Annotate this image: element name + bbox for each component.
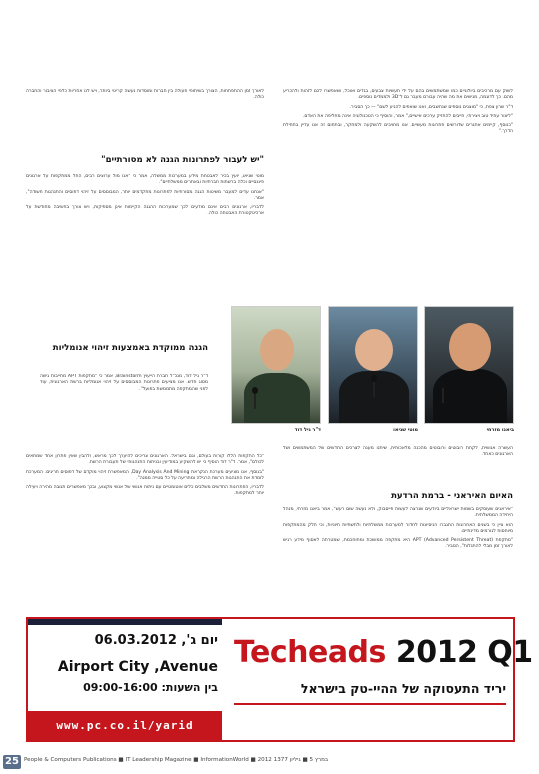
banner-quarter: 2012 Q1 <box>395 635 533 670</box>
microphone-stand-icon <box>254 393 256 409</box>
paragraph: "איראנים שעוסקים בשמות ישראליים ביודעים שנרצה לעשות פייסבוק, ולא נעשה שום רעש", אמר ביאנו מזרחי, מנהל היחידה הממשלתית. <box>283 507 513 519</box>
microphone-icon <box>252 387 258 394</box>
paragraph: העשרה אנושית, לקחת רובוטים ורובוטים מהכנה מלאכותית, שיתנו מענה לצרכים החדשים של המשתמשים ושל הארגונים כאחד. <box>283 446 513 458</box>
banner-title <box>234 635 533 670</box>
banner-event-info <box>28 619 222 740</box>
speaker-photo-moti-shniau <box>328 306 418 424</box>
paragraph: "מתקפת APT (Advanced Persistent Threat) היא מתקפה ממושכת ומתוחכמת, שמטרתה לאסוף מידע רגיש לאורך זמן מבלי להתגלות", הסביר. <box>283 538 513 550</box>
article-column-right-top <box>283 89 513 294</box>
banner-hours: בין השעות: 09:00-16:00 <box>83 681 218 694</box>
paragraph: "בנוסף, אנו מציעים מערכת הנקראת Day Analysis And Mining, המאפשרת זיהוי מוקדם של דפוסים חריגים. המערכת לומדת את התנהגות הרשת הרגילה ומתריעה על כל סטייה ממנה". <box>26 469 264 481</box>
banner-title-area <box>224 619 533 740</box>
paragraph: הוא ציין כי בשנים האחרונות התגברו הניסיונות לחדור למערכות ממשלתיות ולתשתיות חיוניות, וכי חלק מהמתקפות מיוחסות לגורמים מדינתיים. <box>283 522 513 534</box>
paragraph: "אנחנו עדים למעבר משיטות הגנה מסורתיות לפתרונות מתקדמים יותר, המבוססים על זיהוי דפוסים והתנהגות חשודה", אמר. <box>26 189 264 201</box>
paragraph: לאורך זמן ההתפתחות, הצורך בשיתופי פעולה בין חברות ומוסדות נעשה קריטי ביותר, ויש לנו אחריות כלפי הציבור והחברה כולה. <box>26 89 264 101</box>
paragraph: "כנוסף, קיימים אתגרים שדורשים פתרונות מעשיים. אנו מחויבים להשקעה ולמחקר, ובתחום זה אנו עדיין בתחילת הדרך." <box>283 123 513 135</box>
microphone-stand-icon <box>442 387 444 403</box>
paragraph: ד"ר שרון צפת, כי "מוצגים נוספים שנחשבים, ואנו שואפים להגיע לשם" — כך הסביר. <box>349 104 513 110</box>
speaker-photo-biano-mizrahi <box>424 306 514 424</box>
article-column-left-narrow <box>40 374 208 456</box>
banner-brand: Techeads <box>234 635 386 670</box>
techeads-banner-ad[interactable] <box>26 617 533 742</box>
banner-subtitle: יריד התעסוקה של ההיי-טק בישראל <box>300 681 506 696</box>
article-column-left-mid <box>26 174 264 332</box>
article-column-right-bottom-2 <box>283 507 513 609</box>
page-number: 25 <box>3 755 21 769</box>
banner-url-link[interactable]: www.pc.co.il/yarid <box>28 711 222 740</box>
paragraph: "ליצור עתיד טוב ויצירתי, חייבים להחזיק ערכים אישיים," אמר, והוסיף כי הטכנולוגיה אינה מחליפה את האדם. <box>302 113 513 119</box>
subheading-nontraditional-defense: "יש לעבור לפתרונות הגנה לא מסורתיים" <box>101 155 264 165</box>
microphone-icon <box>371 375 377 382</box>
banner-date: יום ג', 06.03.2012 <box>94 633 218 648</box>
paragraph: לדבריו, הפתרונות החדשים משלבים כלים אוטומטיים עם ניתוח אנושי של אנשי מקצוע, ובכך מאפשרים תגובה מהירה ויעילה יותר למתקפות. <box>26 485 264 497</box>
banner-venue: Airport City ,Avenue <box>57 659 218 675</box>
page-footer <box>0 751 539 774</box>
paragraph: לדבריו, ארגונים רבים אינם מודעים לכך שמערכות ההגנה הקיימות אינן מספיקות, ויש צורך בחשיבה מחודשת על ארכיטקטורת האבטחה כולה. <box>26 205 264 217</box>
speaker-body <box>433 369 507 424</box>
paragraph: ד"ר גיל דוד, מנכ"ל חברת הייעוץ Brainstorm, אמר כי "מתקפות APT מחייבות גישה מסוג חדש. אנו מציעים פתרונות המבוססים על זיהוי אנומליות ברשת הארגונית, עוד לפני שהמתקפה מתממשת בפועל". <box>40 374 208 392</box>
speaker-photo-gil-david <box>231 306 321 424</box>
article-column-left-top <box>26 89 264 159</box>
banner-divider <box>234 703 506 705</box>
speaker-head <box>449 323 491 371</box>
subheading-anomaly-detection: הגנה ממוקדת באמצעות זיהוי אנומליות <box>52 343 208 353</box>
article-column-left-bottom <box>26 454 264 606</box>
paragraph: מוטי שניאו, יועץ בכיר לאבטחת מידע במערכות ממשלה, אמר כי "אנו מול ערוצים רבים, החל ממתקפות על ארגונים פיננסיים וכלה ברשתות חברתיות ובאתרים ממשלתיים". <box>26 174 264 186</box>
microphone-icon <box>440 381 446 388</box>
footer-publishers: People & Computers Publications ■ IT Leadership Magazine ■ InformationWorld ■ 2012 במרץ 5 ■ גיליון 1377 <box>24 757 329 763</box>
banner-stripe <box>28 619 222 625</box>
article-column-right-bottom <box>283 446 513 484</box>
photo-caption: מוטי שניאו <box>393 427 418 433</box>
microphone-stand-icon <box>373 381 375 397</box>
paragraph: לשוק עם מרכיבים ביולוגיים כמו שמשתמשים בהם על ידי תעשיות צבעים, בגדים ואוכל, ושאפשרו לכם לזהות ולהכריע מהם. כך לדוגמה, מגישים את מה שהיה עבורם מעבר גם ל־3D ולממדים נוספים. <box>283 89 513 101</box>
paragraph: "כל התקפות הללו קורות בעולם, וגם בישראל. הארגונים צריכים להיערך לכך מראש, ולהבין שאין פתרון אחד שמתאים לכולם", אמר. ד"ר דוד הוסיף כי יש להשקיע במודיעין ובניתוח התנהגותי של תעבורת הרשת. <box>26 454 264 466</box>
photo-caption: ד"ר גיל דוד <box>294 427 321 433</box>
speaker-head <box>260 329 294 371</box>
subheading-iranian-threat: האיום האיראני - ברמת הרדעת <box>391 491 513 501</box>
speaker-head <box>355 329 393 371</box>
photo-caption: ביאנו מזרחי <box>486 427 514 433</box>
